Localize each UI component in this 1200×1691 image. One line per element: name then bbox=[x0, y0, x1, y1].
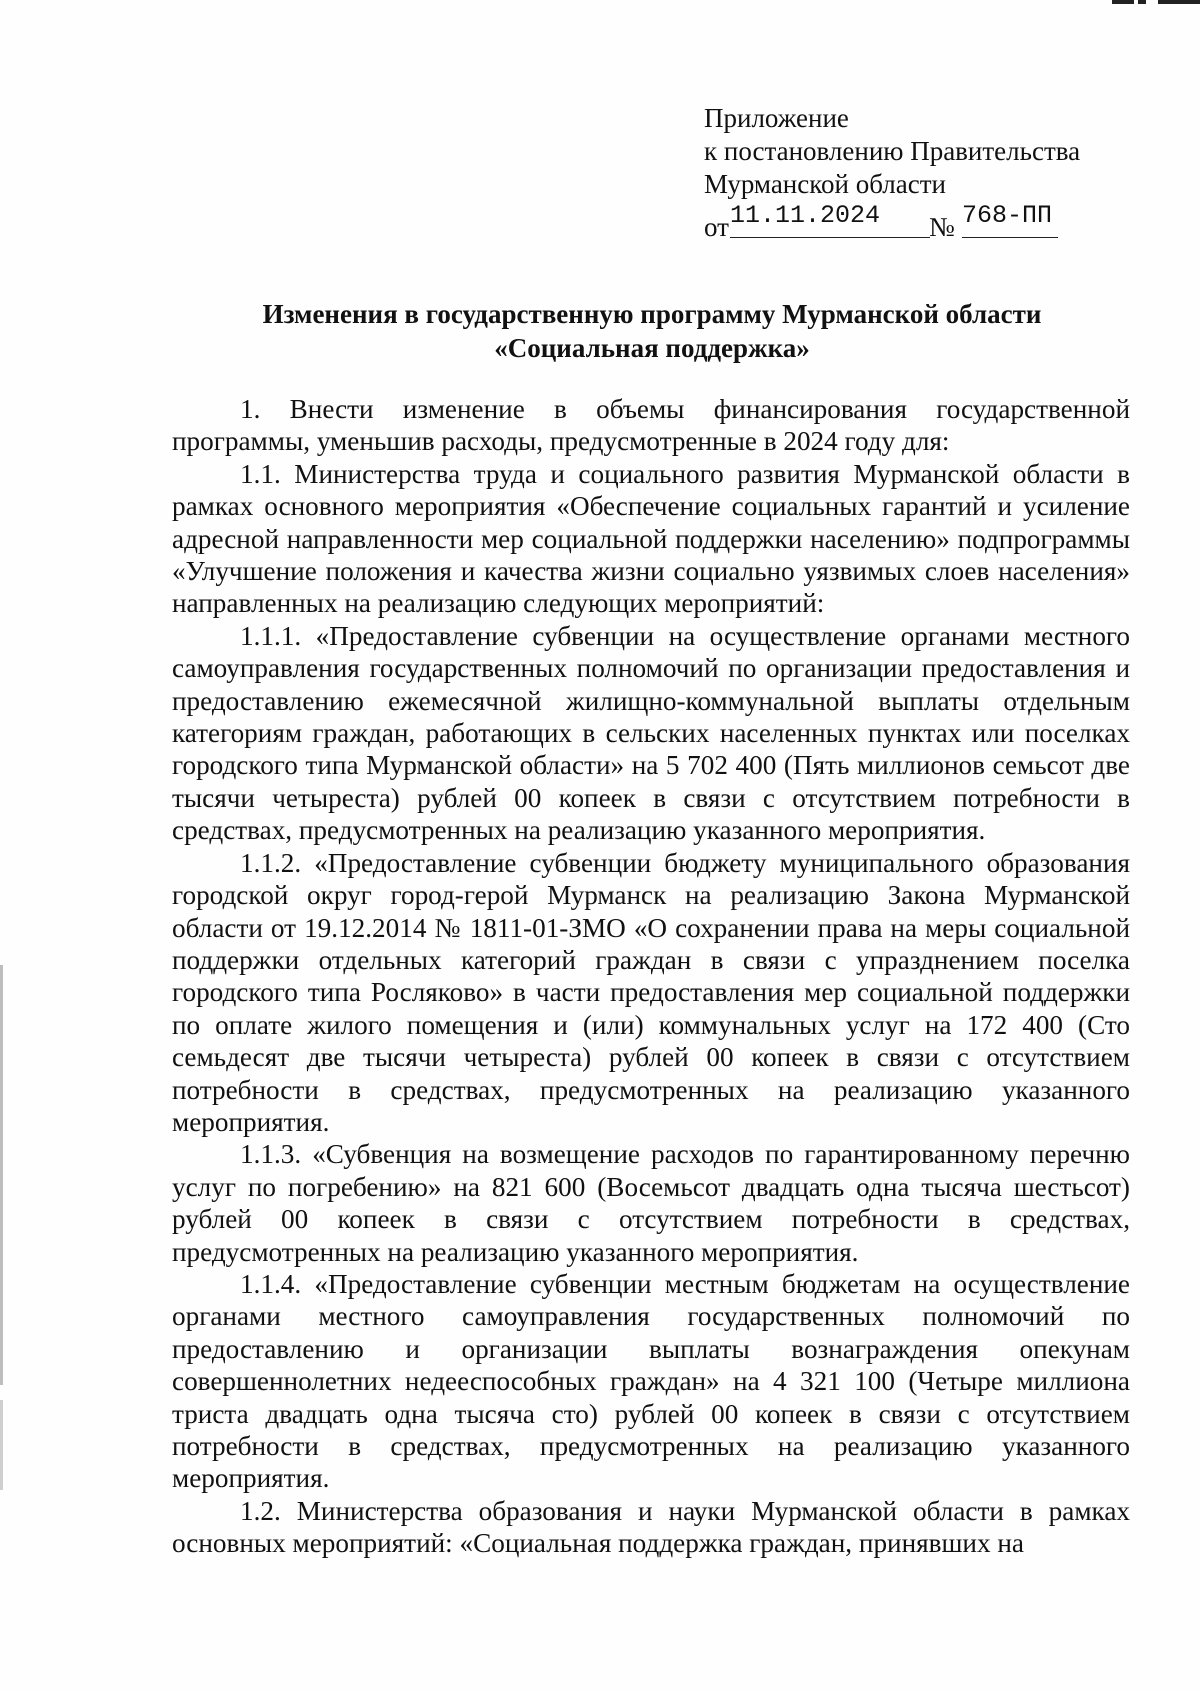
scan-edge-mark bbox=[0, 1400, 3, 1490]
paragraph-1: 1. Внести изменение в объемы финансирования государственной программы, уменьшив расходы, предусмотренные в 2024 году для: bbox=[172, 394, 1130, 457]
date-number-row bbox=[704, 201, 1080, 242]
paragraph-1-1-1: 1.1.1. «Предоставление субвенции на осуществление органами местного самоуправления государственных полномочий по организации предоставления и предоставлению ежемесячной жилищно-коммунальной выплаты отдельным категориям граждан, работающих в сельских населенных пунктах или поселках городского типа Мурманской области» на 5 702 400 (Пять миллионов семьсот две тысячи четыреста) рублей 00 копеек в связи с отсутствием потребности в средствах, предусмотренных на реализацию указанного мероприятия. bbox=[172, 620, 1130, 846]
scan-edge-mark bbox=[1112, 0, 1134, 4]
scan-edge-mark bbox=[0, 965, 3, 1385]
scan-edge-mark bbox=[1158, 0, 1200, 4]
paragraph-1-1-3: 1.1.3. «Субвенция на возмещение расходов по гарантированному перечню услуг по погребению» на 821 600 (Восемьсот двадцать одна тысяча шестьсот) рублей 00 копеек в связи с отсутствием потребности в средствах, предусмотренных на реализацию указанного мероприятия. bbox=[172, 1139, 1130, 1267]
paragraph-1-1-4: 1.1.4. «Предоставление субвенции местным бюджетам на осуществление органами местного самоуправления государственных полномочий по предоставлению и организации выплаты вознаграждения опекунам совершеннолетних недееспособных граждан» на 4 321 100 (Четыре миллиона триста двадцать одна тысяча сто) рублей 00 копеек в связи с отсутствием потребности в средствах, предусмотренных на реализацию указанного мероприятия. bbox=[172, 1268, 1130, 1494]
resolution-date: 11.11.2024 bbox=[730, 199, 930, 238]
scan-edge-mark bbox=[1138, 0, 1146, 4]
appendix-header bbox=[704, 102, 1081, 242]
appendix-label: Приложение bbox=[704, 103, 849, 133]
document-title bbox=[172, 297, 1132, 365]
region-name: Мурманской области bbox=[704, 169, 946, 199]
paragraph-1-2: 1.2. Министерства образования и науки Мурманской области в рамках основных мероприятий: «Социальная поддержка граждан, принявших на bbox=[172, 1495, 1130, 1559]
title-line-1: Изменения в государственную программу Мурманской области bbox=[262, 299, 1042, 329]
date-prefix: от bbox=[704, 212, 729, 242]
paragraph-1-1: 1.1. Министерства труда и социального развития Мурманской области в рамках основного мероприятия «Обеспечение социальных гарантий и усиление адресной направленности мер социальной поддержки населению» подпрограммы «Улучшение положения и качества жизни социально уязвимых слоев населения» направленных на реализацию следующих мероприятий: bbox=[172, 458, 1130, 619]
resolution-number: 768-ПП bbox=[962, 199, 1058, 238]
resolution-reference: к постановлению Правительства bbox=[704, 136, 1081, 166]
document-body bbox=[172, 393, 1130, 1560]
title-line-2: «Социальная поддержка» bbox=[494, 333, 810, 363]
paragraph-1-1-2: 1.1.2. «Предоставление субвенции бюджету муниципального образования городской округ город-герой Мурманск на реализацию Закона Мурманской области от 19.12.2014 № 1811-01-ЗМО «О сохранении права на меры социальной поддержки отдельных категорий граждан в связи с упразднением поселка городского типа Росляково» в части предоставления мер социальной поддержки по оплате жилого помещения и (или) коммунальных услуг на 172 400 (Сто семьдесят две тысячи четыреста) рублей 00 копеек в связи с отсутствием потребности в средствах, предусмотренных на реализацию указанного мероприятия. bbox=[172, 847, 1130, 1137]
number-sign: № bbox=[929, 212, 955, 242]
